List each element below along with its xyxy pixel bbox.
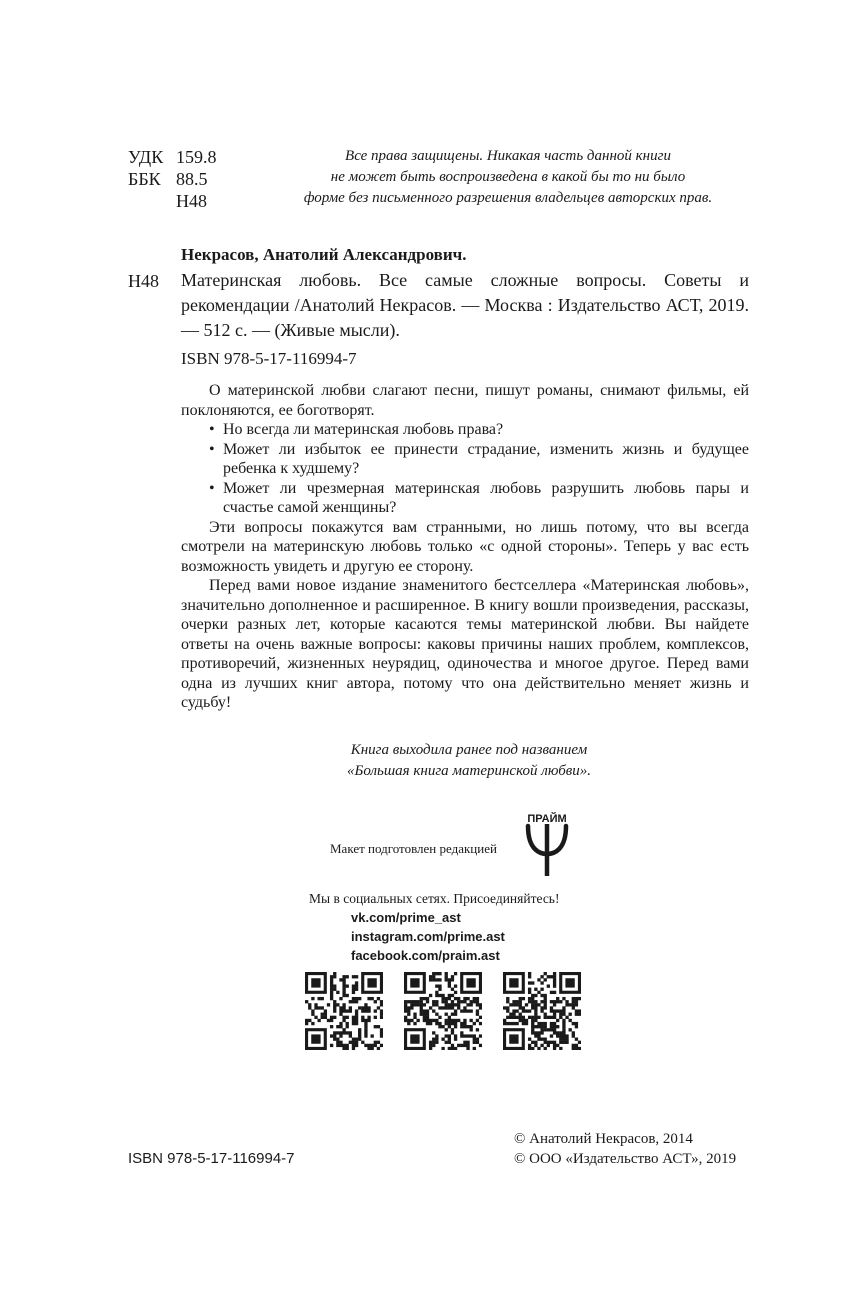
trident-psi-icon [518,810,576,878]
question-list [181,420,749,518]
question-item: • Но всегда ли материнская любовь права? [181,420,749,440]
udk-label: УДК [128,147,164,167]
annotation-paragraph: Перед вами новое издание знаменитого бестселлера «Материнская любовь», значительно дополненное и расширенное. В книгу вошли произведения, рассказы, очерки разных лет, которые касаются темы материнской любви. Вы найдете ответы на очень важные вопросы: каковы причины наших проблем, комплексов, противоречий, жизненных неурядиц, одиночества и многое другое. Перед вами одна из лучших книг автора, потому что она действительно меняет жизнь и судьбу! [181,577,749,711]
qr-code-icon[interactable] [503,972,581,1050]
bibliographic-description [181,268,749,343]
author-mark-code: Н48 [176,191,207,211]
qr-code-icon[interactable] [404,972,482,1050]
bbk-value: 88.5 [176,169,208,189]
annotation-intro: О материнской любви слагают песни, пишут романы, снимают фильмы, ей поклоняются, ее боготворят. [181,382,749,419]
rights-line: не может быть воспроизведена в какой бы то ни было [330,169,686,185]
question-item: • Может ли избыток ее принести страдание, изменить жизнь и будущее ребенка к худшему? [181,440,749,479]
copyright-publisher: © ООО «Издательство АСТ», 2019 [514,1151,737,1167]
rights-notice [285,146,731,209]
annotation [181,381,749,713]
classification-block [128,146,248,212]
facebook-link[interactable]: facebook.com/praim.ast [351,948,500,963]
qr-code-icon[interactable] [305,972,383,1050]
copyright-author: © Анатолий Некрасов, 2014 [514,1131,693,1147]
rights-line: Все права защищены. Никакая часть данной книги [345,148,671,164]
previous-title-line: Книга выходила ранее под названием [350,742,588,758]
question-item: • Может ли чрезмерная материнская любовь разрушить любовь пары и счастье самой женщины? [181,479,749,518]
annotation-paragraph: Эти вопросы покажутся вам странными, но лишь потому, что вы всегда смотрели на материнскую любовь только «с одной стороны». Теперь у вас есть возможность увидеть и другую ее сторону. [181,518,749,575]
catalog-isbn: ISBN 978-5-17-116994-7 [181,349,357,368]
udk-value: 159.8 [176,147,217,167]
bbk-label: ББК [128,169,161,189]
author-heading: Некрасов, Анатолий Александрович. [181,245,467,264]
bibliographic-text: Материнская любовь. Все самые сложные вопросы. Советы и рекомендации /Анатолий Некрасов. — Москва : Издательство АСТ, 2019. — 512 с. — (Живые мысли). [181,270,749,340]
vk-link[interactable]: vk.com/prime_ast [351,910,461,925]
copyright-block [514,1129,736,1169]
footer-isbn: ISBN 978-5-17-116994-7 [128,1150,295,1167]
previous-title-line: «Большая книга материнской любви». [346,763,592,779]
catalog-author-mark: Н48 [128,271,159,291]
prepared-by-text: Макет подготовлен редакцией [330,841,497,856]
previous-title-note [285,740,653,782]
rights-line: форме без письменного разрешения владельцев авторских прав. [303,190,713,206]
instagram-link[interactable]: instagram.com/prime.ast [351,929,505,944]
logo-text: ПРАЙМ [527,813,567,825]
social-block [309,889,559,965]
social-heading: Мы в социальных сетях. Присоединяйтесь! [309,891,560,906]
